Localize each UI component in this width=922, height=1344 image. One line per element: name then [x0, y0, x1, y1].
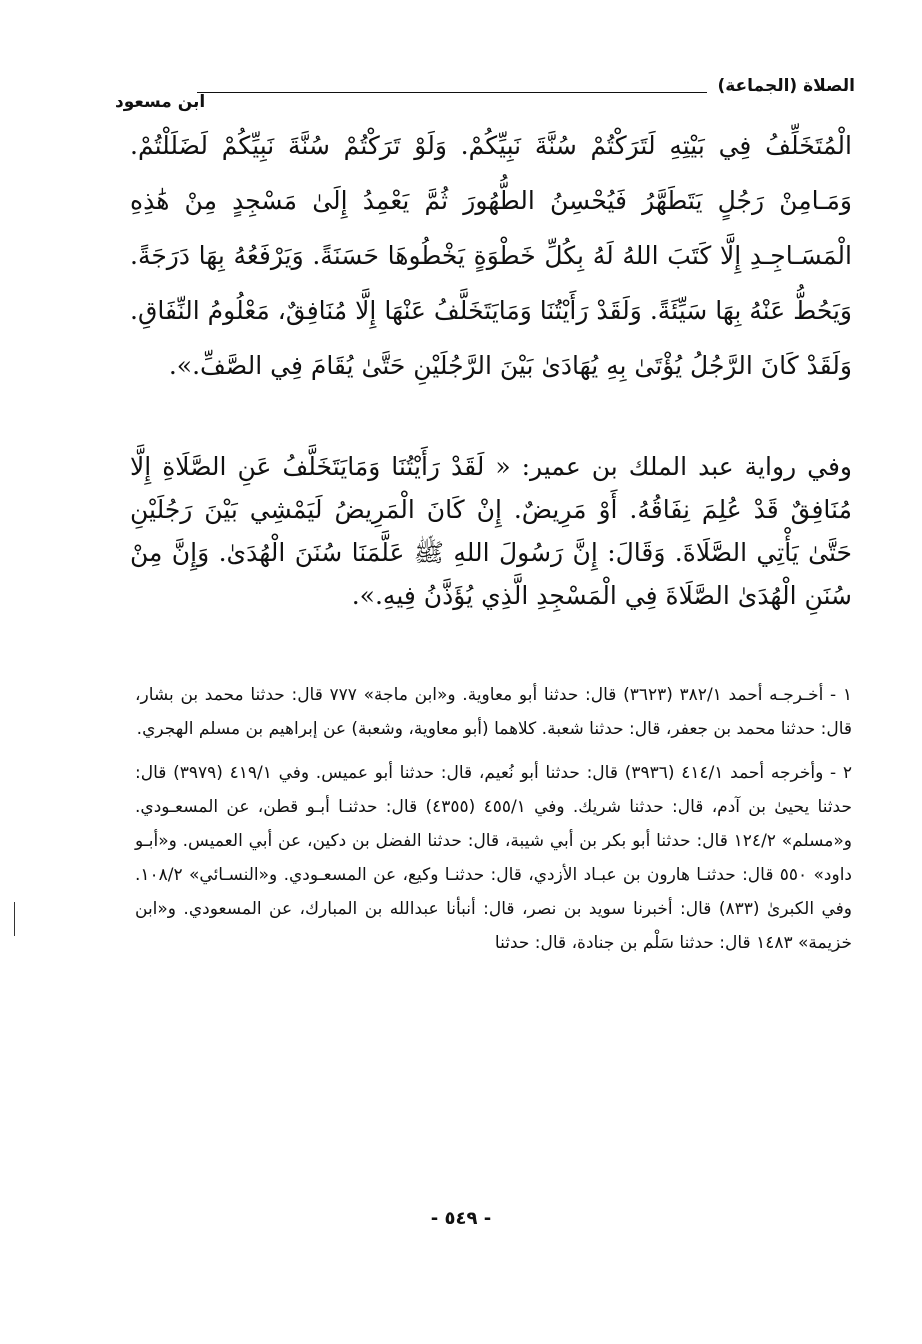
- page-number: - ٥٤٩ -: [430, 1208, 492, 1229]
- margin-mark: [14, 902, 15, 936]
- alternate-narration: [130, 445, 852, 617]
- narrator-name: ابن مسعود: [115, 92, 206, 112]
- footnote-2: ٢ - وأخرجه أحمد ٤١٤/١ (٣٩٣٦) قال: حدثنا أبو نُعيم، قال: حدثنا أبو عميس. وفي ٤١٩/١ (٣٩٧٩) قال: حدثنا يحيىٰ بن آدم، قال: حدثنا شريك. وفي ٤٥٥/١ (٤٣٥٥) قال: حدثنـا أبـو قطن، عن المسعـودي. و«مسلم» ١٢٤/٢ قال: حدثنا أبو بكر بن أبي شيبة، قال: حدثنا الفضل بن دكين، عن أبي العميس. و«أبـو داود» ٥٥٠ قال: حدثنـا هارون بن عبـاد الأزدي، قال: حدثنـا وكيع، عن المسعـودي. و«النسـائي» ١٠٨/٢. وفي الكبرىٰ (٨٣٣) قال: أخبرنا سويد بن نصر، قال: أنبأنا عبدالله بن المبارك، عن المسعودي. و«ابن خزيمة» ١٤٨٣ قال: حدثنا سَلْم بن جنادة، قال: حدثنا: [135, 763, 853, 953]
- hadith-paragraph-1: الْمُتَخَلِّفُ فِي بَيْتِهِ لَتَرَكْتُمْ سُنَّةَ نَبِيِّكُمْ. وَلَوْ تَرَكْتُمْ سُنَّةَ نَبِيِّكُمْ لَضَلَلْتُمْ. وَمَـامِنْ رَجُلٍ يَتَطَهَّرُ فَيُحْسِنُ الطُّهُورَ ثُمَّ يَعْمِدُ إِلَىٰ مَسْجِدٍ مِنْ هَٰذِهِ الْمَسَـاجِـدِ إِلَّا كَتَبَ اللهُ لَهُ بِكُلِّ خَطْوَةٍ يَخْطُوهَا حَسَنَةً. وَيَرْفَعُهُ بِهَا دَرَجَةً. وَيَحُطُّ عَنْهُ بِهَا سَيِّئَةً. وَلَقَدْ رَأَيْتُنَا وَمَايَتَخَلَّفُ عَنْهَا إِلَّا مُنَافِقٌ، مَعْلُومُ النِّفَاقِ. وَلَقَدْ كَانَ الرَّجُلُ يُؤْتَىٰ بِهِ يُهَادَىٰ بَيْنَ الرَّجُلَيْنِ حَتَّىٰ يُقَامَ فِي الصَّفِّ.».: [130, 131, 853, 380]
- footnotes: [135, 678, 852, 970]
- hadith-paragraph-2: وفي رواية عبد الملك بن عمير: « لَقَدْ رَأَيْتُنَا وَمَايَتَخَلَّفُ عَنِ الصَّلَاةِ إِلَّا مُنَافِقٌ قَدْ عُلِمَ نِفَاقُهُ. أَوْ مَرِيضٌ. إِنْ كَانَ الْمَرِيضُ لَيَمْشِي بَيْنَ رَجُلَيْنِ حَتَّىٰ يَأْتِي الصَّلَاةَ. وَقَالَ: إِنَّ رَسُولَ اللهِ ﷺ عَلَّمَنَا سُنَنَ الْهُدَىٰ. وَإِنَّ مِنْ سُنَنِ الْهُدَىٰ الصَّلَاةَ فِي الْمَسْجِدِ الَّذِي يُؤَذَّنُ فِيهِ.».: [130, 452, 852, 610]
- chapter-title: الصلاة (الجماعة): [717, 76, 855, 96]
- running-header: [115, 76, 855, 112]
- header-rule: [197, 92, 707, 93]
- footnote-1: ١ - أخـرجـه أحمد ٣٨٢/١ (٣٦٢٣) قال: حدثنا أبو معاوية. و«ابن ماجة» ٧٧٧ قال: حدثنا محمد بن بشار، قال: حدثنا محمد بن جعفر، قال: حدثنا شعبة. كلاهما (أبو معاوية، وشعبة) عن إبراهيم بن مسلم الهجري.: [135, 685, 852, 739]
- hadith-text: [130, 118, 852, 393]
